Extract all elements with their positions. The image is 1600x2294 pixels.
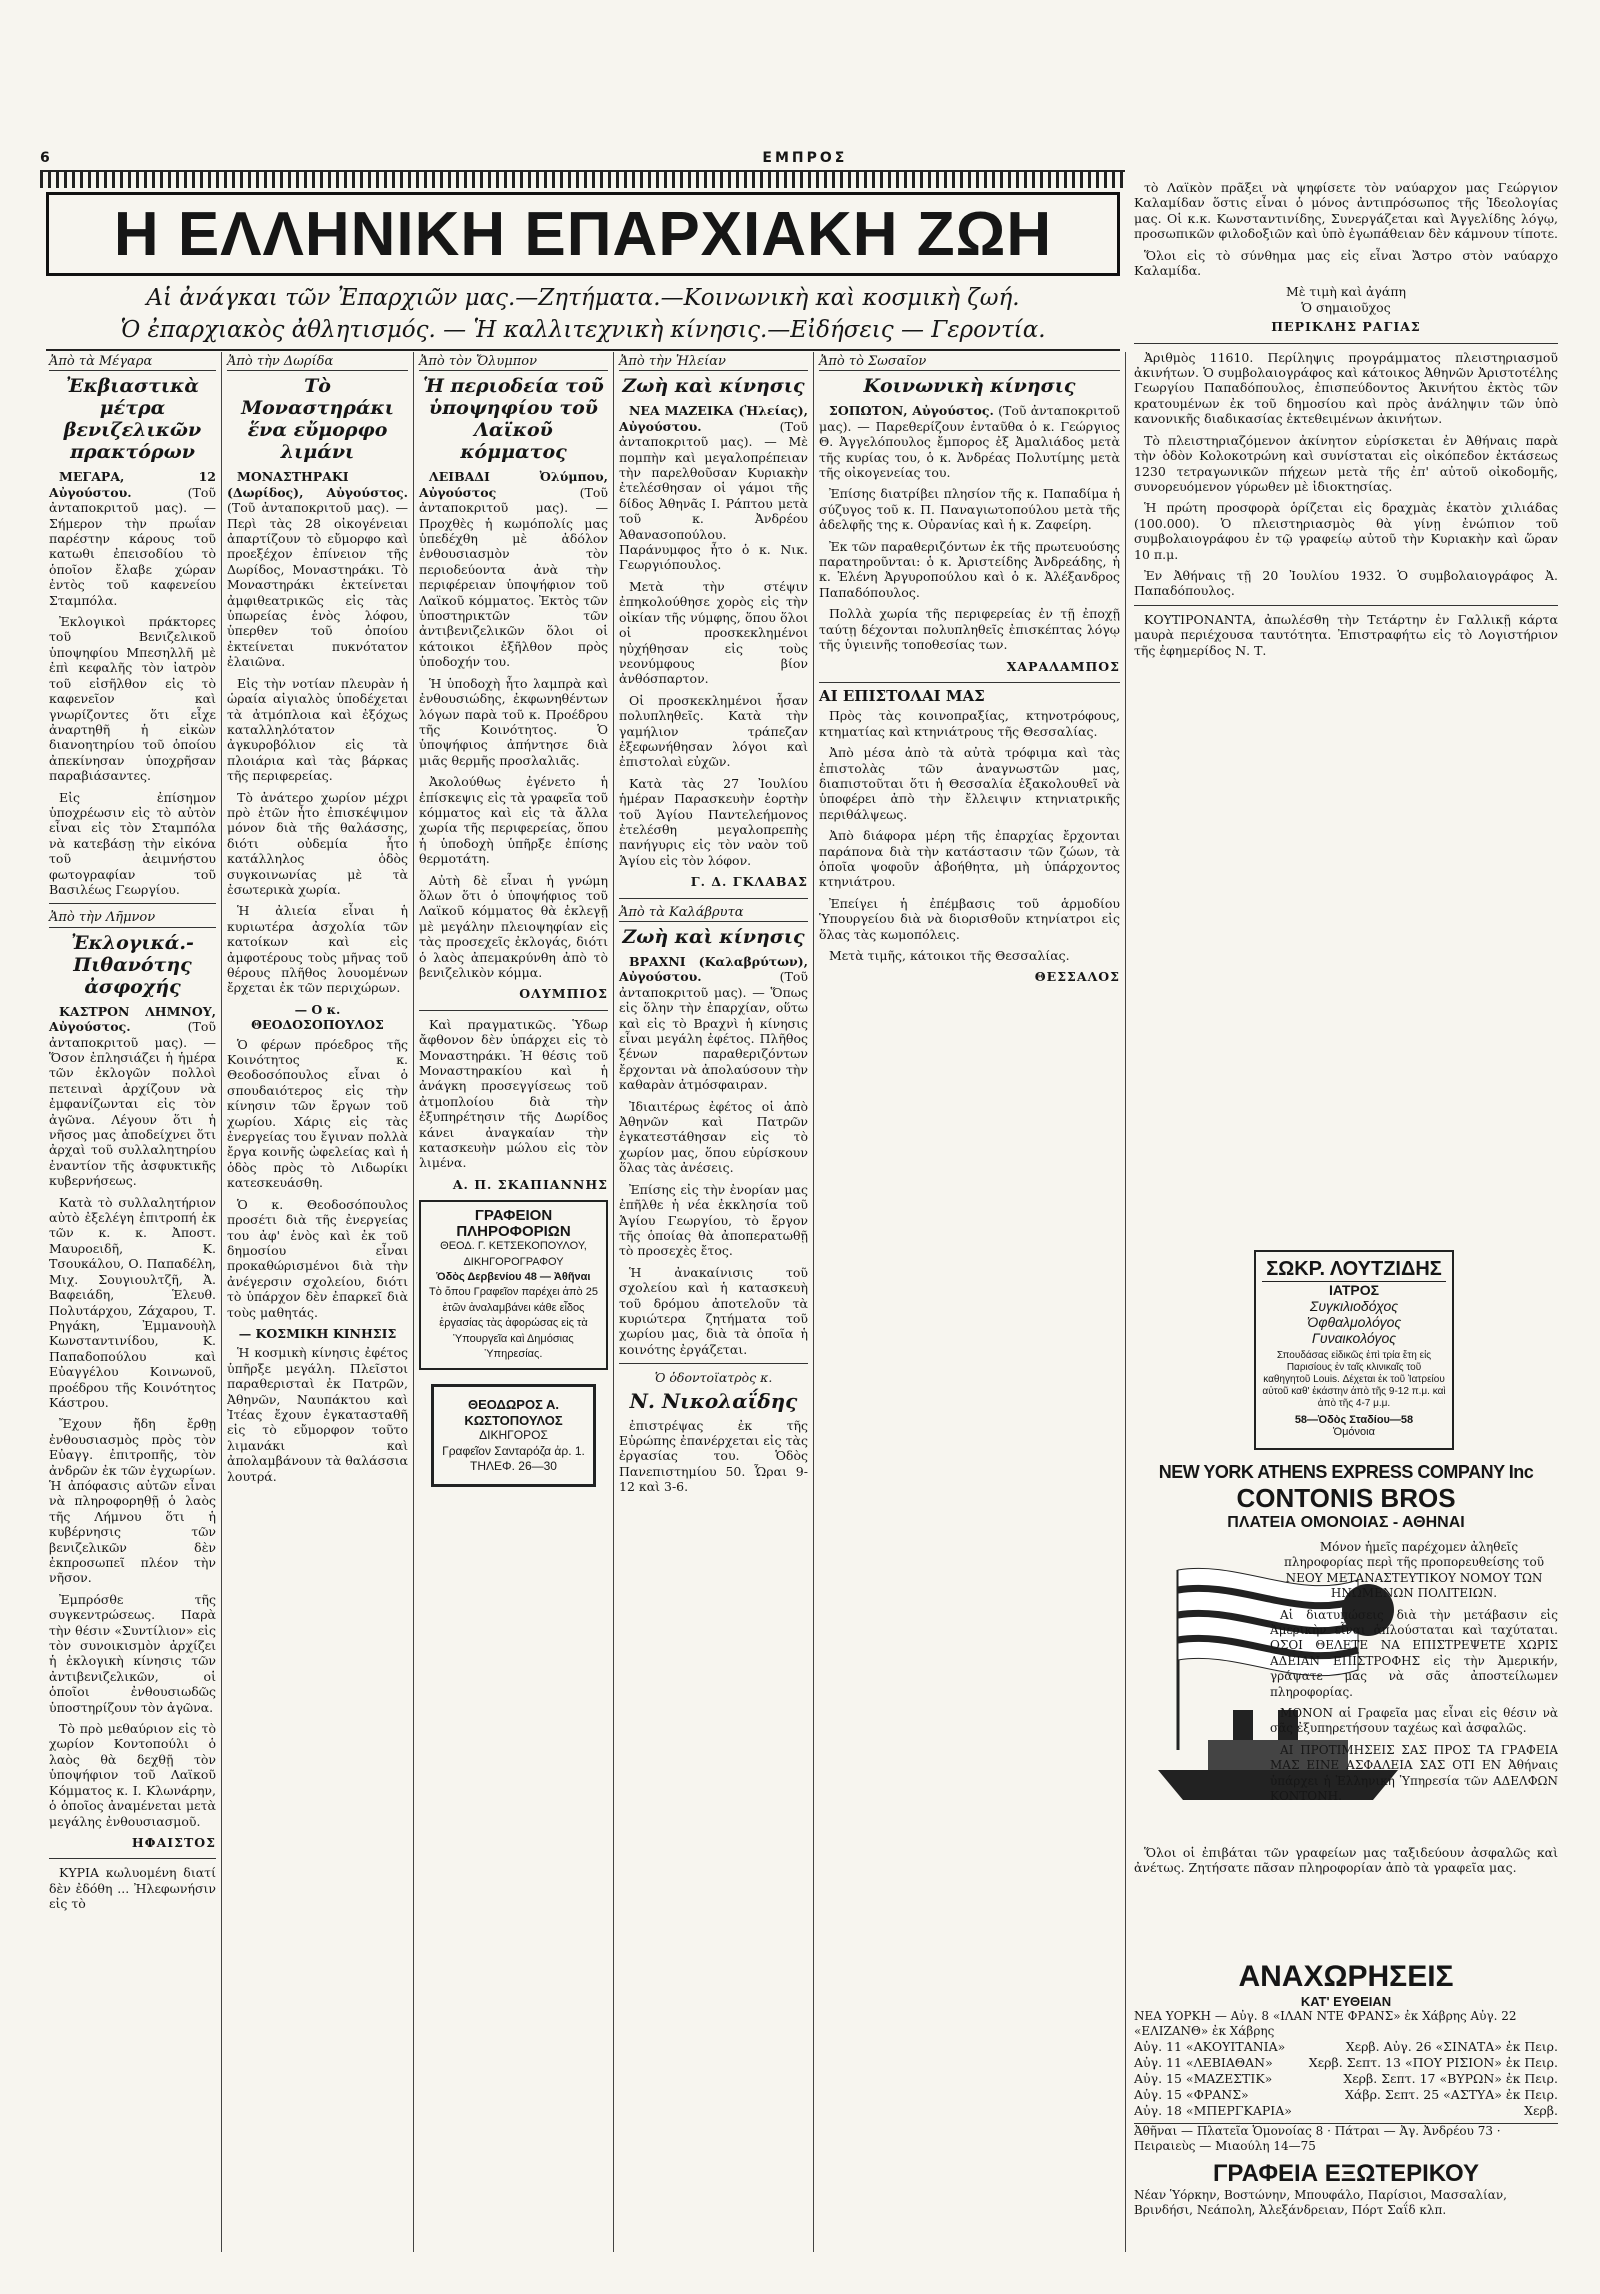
article-text: Ἐπίσης διατρίβει πλησίον τῆς κ. Παπαδίμα ἡ σύζυγος τοῦ κ. Π. Παναγιωτοπούλου μετὰ τῆς ἀδελφῆς της κ. Οὐρανίας καὶ ἡ κ. Ζαφείρη. (819, 486, 1120, 533)
article-text: Εἰς τὴν νοτίαν πλευρὰν ἡ ὡραία αἰγιαλὸς ὑποδέχεται τὰ ἀτμόπλοια καὶ ἐξόχως καταλληλότατον ἀγκυροβόλιον εἰς τὰ πλοιάρια καὶ τὰς βάρκας τῆς περιφερείας. (227, 675, 408, 784)
departure-date: Αὐγ. 18 «ΜΠΕΡΓΚΑΡΙΑ» (1134, 2103, 1292, 2118)
closing-line: Ὁ σημαιοῦχος (1301, 299, 1391, 315)
article-headline: Ἐκβιαστικὰ μέτρα βενιζελικῶν πρακτόρων (63, 375, 202, 464)
departure-date: Αὐγ. 11 «ΑΚΟΥΙΤΑΝΙΑ» (1134, 2039, 1286, 2054)
article-text: Ἀπὸ μέσα ἀπὸ τὰ αὐτὰ τρόφιμα καὶ τὰς ἐπιστολὰς τῶν ἀναγνωστῶν μας, διαπιστοῦται ὅτι ἡ Θεσσαλία ἐξακολουθεῖ νὰ ὑποφέρει ἀπὸ τὴν ἔλλειψιν κτηνιατρικῆς περιθάλψεως. (819, 745, 1120, 822)
page-number: 6 (40, 150, 50, 166)
masthead-title: Η ΕΛΛΗΝΙΚΗ ΕΠΑΡΧΙΑΚΗ ΖΩΗ (46, 192, 1120, 276)
column-3 (414, 352, 614, 2252)
article-headline: Ἐκλογικά.- Πιθανότης ἀσφοχής (71, 931, 194, 998)
article-text: (Τοῦ ἀνταποκριτοῦ μας). — Περὶ τὰς 28 οἰκογένειαι ἀπαρτίζουν τὸ εὔμορφο καὶ προεξέχον ἐπίνειον τῆς Δωρίδος, Μοναστηράκι. Τὸ Μοναστηράκι ἐκτείνεται ἀμφιθεατρικῶς εἰς τὰς ὑπωρείας ἑνὸς λόφου, ὑπερθεν τοῦ ὁποίου ἐκτείνεται πυκνότατον ἐλαιῶνα. (227, 500, 408, 670)
article-text: Ὁ κ. Θεοδοσόπουλος προσέτι διὰ τῆς ἐνεργείας του ἀφ' ἑνὸς καὶ ἐκ τοῦ δημοσίου εἶναι προκαθώρισμένοι διὰ τὴν ἀνέγερσιν σχολείου, διότι τὸ ὑπάρχον δὲν ἐπαρκεῖ διὰ τοὺς μαθητάς. (227, 1196, 408, 1320)
article-text: Κατὰ τὸ συλλαλητήριον αὐτὸ ἐξελέγη ἐπιτροπή ἐκ τῶν κ. κ. Ἀποστ. Μαυροειδῆ, Κ. Τσουκάλου, Ο. Παπαδέλη, Μιχ. Σουγιουλτζῆ, Ἀ. Βαφειάδη, Ἑλευθ. Πολυτάρχου, Ζάχαρου, Τ. Ρηγάκη, Ἐμμανουὴλ Κωνσταντινίδου, Κ. Παπαδοπούλου καὶ Εὐαγγέλου Κοινωνοῦ, προέδρου τῆς Κοινότητος Κάστρου. (49, 1194, 216, 1410)
departure-row (1134, 2055, 1558, 2071)
article-text: Ἀκολούθως ἐγένετο ἡ ἐπίσκεψις εἰς τὰ γραφεῖα τοῦ κόμματος καὶ εἰς τὰ ἄλλα χωρία τῆς περιφερείας, ὅπου ἡ ὑποδοχὴ ὑπῆρξε ἐπίσης θερμοτάτη. (419, 774, 608, 867)
article-text: (Τοῦ ἀνταποκριτοῦ μας). — Προχθὲς ἡ κωμόπολίς μας ὑπεδέχθη μὲ ἀδόλον ἐνθουσιασμὸν τὸν περιοδεύοντα ἀνὰ τὴν περιφέρειαν ὑποψήφιον τοῦ Λαϊκοῦ κόμματος. Ἐκτὸς τῶν ὑποστηρικτῶν τῶν ἀντιβενιζελικῶν ὅλοι οἱ κάτοικοι ἐξῆλθον πρὸς ὑποδοχήν του. (419, 484, 608, 670)
subsection-title: — ΚΟΣΜΙΚΗ ΚΙΝΗΣΙΣ (238, 1325, 397, 1341)
column-1 (44, 352, 222, 2252)
article-headline: Ζωὴ καὶ κίνησις (622, 926, 805, 948)
column-2 (222, 352, 414, 2252)
departures-title: ΑΝΑΧΩΡΗΣΕΙΣ (1238, 1960, 1454, 1993)
article-headline: Ζωὴ καὶ κίνησις (622, 375, 805, 398)
article-headline: Τὸ Μοναστηράκι ἕνα εὔμορφο λιμάνι (241, 375, 394, 464)
departures-block (1134, 1960, 1558, 2218)
ad-text: ΑΙ ΠΡΟΤΙΜΗΣΕΙΣ ΣΑΣ ΠΡΟΣ ΤΑ ΓΡΑΦΕΙΑ ΜΑΣ ΕΙΝΕ ΑΣΦΑΛΕΙΑ ΣΑΣ ΟΤΙ ΕΝ Ἀθήναις ὑπάρχει ἡ Ἑλληνικὴ Ὑπηρεσία τῶν ΑΔΕΛΦΩΝ ΚΟΝΤΟΝΗ. (1270, 1742, 1558, 1804)
article-text: (Τοῦ ἀνταποκριτοῦ μας). — Ὅπως εἰς ὅλην τὴν ἐπαρχίαν, οὕτω καὶ εἰς τὸ Βραχνὶ ἡ κίνησις εἶναι μεγάλη ἐφέτος. Πλῆθος ξένων παραθεριζόντων ἔρχονται νὰ ἀπολαύσουν τὴν καθαρὰν ἀτμόσφαιραν. (619, 969, 808, 1093)
author-signature: ΧΑΡΑΛΑΜΠΟΣ (1006, 658, 1120, 674)
ornamental-border (40, 170, 1125, 188)
dateline: ΛΕΙΒΑΔΙ Ὀλύμπου, Αὐγούστος (419, 469, 608, 500)
departures-subtitle: ΚΑΤ' ΕΥΘΕΙΑΝ (1300, 1994, 1392, 2009)
article-text: Τὸ πρὸ μεθαύριον εἰς τὸ χωρίον Κοντοπούλι ὁ λαὸς θὰ δεχθῇ τὸν ὑποψήφιον τοῦ Λαϊκοῦ Κόμματος κ. Ι. Κλωνάρην, ὁ ὁποῖος ἀναμένεται μετὰ μεγάλης ἐνθουσιασμοῦ. (49, 1721, 216, 1829)
article-text: Ἡ ἀνακαίνισις τοῦ σχολείου καὶ ἡ κατασκευὴ τοῦ δρόμου ἀποτελοῦν τὰ κυριώτερα ζητήματα τοῦ χωρίου μας, διὰ τὰ ὁποῖα ἡ κοινότης ἐργάζεται. (619, 1264, 808, 1357)
subsection-title: — Ο κ. ΘΕΟΔΟΣΟΠΟΥΛΟΣ (251, 1001, 384, 1033)
ad-name: Ν. Νικολαΐδης (629, 1388, 798, 1413)
departure-row (1134, 2087, 1558, 2103)
article-text: Ἐκλογικοὶ πράκτορες τοῦ Βενιζελικοῦ ὑποψηφίου Μπεσηλλῆ μὲ ἐπὶ κεφαλῆς τὸν ἰατρὸν τοῦ εἰσῆλθον εἰς τὸ καφενεῖον καὶ γνωρίζοντες ὅτι εἶχε ἀναρτηθῆ ἡ εἰκὼν διανοητηρίου τοῦ ὁποίου ἀπεκίνησαν ὑποχρῆσαν παραβιάσαντες. (49, 614, 216, 784)
article-text: τὸ Λαϊκὸν πρᾶξει νὰ ψηφίσετε τὸν ναύαρχον μας Γεώργιον Καλαμίδαν ὅστις εἶναι ὁ μόνος ἀντιπρόσωπος τῆς Ἰδεολογίας μας. Οἱ κ.κ. Κωνσταντινίδης, Συνεργάζεται καὶ Ἀγγελίδης λόγῳ, προσωπικῶν φιλοδοξιῶν καὶ ὑπὸ ἐγωπάθειαν δὲν κάμνουν τίποτε. (1134, 180, 1558, 242)
article-text: (Τοῦ ἀνταποκριτοῦ μας). — Παρεθερίζουν ἐνταῦθα ὁ κ. Γεώργιος Θ. Ἀγγελόπουλος ἔμπορος ἐξ Ἀμαλιάδος μετὰ τῆς κυρίας του, ὁ κ. Ἀνδρέας Πολυτίμης μετὰ τῆς οἰκογενείας του. (819, 403, 1120, 481)
ad-text: Ὅλοι οἱ ἐπιβάται τῶν γραφείων μας ταξιδεύουν ἀσφαλῶς καὶ ἀνέτως. Ζητήσατε πᾶσαν πληροφορίαν ἀπὸ τὰ γραφεῖα μας. (1134, 1845, 1558, 1876)
article-text: ΚΥΡΙΑ κωλυομένη διατί δὲν ἐδόθη ... Ἠλεφωνήσιν εἰς τὸ (49, 1865, 216, 1912)
ad-line: ΔΙΚΗΓΟΡΟΣ (479, 1428, 548, 1443)
departures-intro: ΝΕΑ ΥΟΡΚΗ — Αὐγ. 8 «ΙΛΑΝ ΝΤΕ ΦΡΑΝΣ» ἐκ Χάβρης Αὐγ. 22 «ΕΛΙΖΑΝΘ» ἐκ Χάβρης (1134, 2009, 1517, 2038)
departure-row (1134, 2103, 1558, 2119)
article-text: Ἀπὸ διάφορα μέρη τῆς ἐπαρχίας ἔρχονται παράπονα διὰ τὴν κατάστασιν τῶν ζώων, τὰ ὁποῖα ψοφοῦν ἀβοήθητα, μὴ ὑπάρχοντος κτηνιάτρου. (819, 828, 1120, 890)
departure-note: Χερβ. Αὐγ. 26 «ΣΙΝΑΤΑ» ἐκ Πειρ. (1345, 2039, 1558, 2054)
ad-line: ΤΗΛΕΦ. 26—30 (470, 1458, 557, 1473)
departure-note: Χάβρ. Σεπτ. 25 «ΑΣΤΥΑ» ἐκ Πειρ. (1345, 2087, 1558, 2102)
foreign-offices-title: ΓΡΑΦΕΙΑ ΕΞΩΤΕΡΙΚΟΥ (1213, 2160, 1479, 2187)
paper-name: ΕΜΠΡΟΣ (762, 150, 848, 166)
running-header (40, 150, 1560, 166)
dateline: ΣΟΠΩΤΟΝ, Αὐγούστος. (829, 403, 994, 419)
article-text: Τὸ ἀνάτερο χωρίον μέχρι πρὸ ἐτῶν ἦτο ἐπισκέψιμον μόνον διὰ τῆς θαλάσσης, διότι οὐδεμία ἦτο κατάλληλος ὁδὸς συγκοινωνίας μὲ τὰ ἐσωτερικὰ χωρία. (227, 789, 408, 897)
departure-date: Αὐγ. 15 «ΦΡΑΝΣ» (1134, 2087, 1249, 2102)
ad-text: ΜΟΝΟΝ αἱ Γραφεῖα μας εἶναι εἰς θέσιν νὰ σᾶς ἐξυπηρετήσουν ταχέως καὶ ἀσφαλῶς. (1270, 1706, 1558, 1736)
author-signature: ΘΕΣΣΑΛΟΣ (1034, 969, 1120, 985)
article-text: Ἡ ἀλιεία εἶναι ἡ κυριωτέρα ἀσχολία τῶν κατοίκων καὶ εἰς ἀμφοτέρους τοὺς μῆνας τοῦ θέρους πλῆθος λουομένων ἔρχεται ἐκ τῶν περιχώρων. (227, 903, 408, 996)
legal-notice-text: Ἀριθμὸς 11610. Περίληψις προγράμματος πλειστηριασμοῦ ἀκινήτων. Ὁ συμβολαιογράφος καὶ κάτοικος Ἀθηνῶν Ἀριστοτέλης Γεωργίου Παπαδόπουλος, ἐπισπεύδοντος Ἀκινήτου ἐκτὸς τῶν κρατουμένων ἐκ τοῦ δημοσίου καὶ πρὸς ἀνάληψιν τῶν ὑπὸ κανονικῆς διαδικασίας ἐκτεθειμένων ἀκινήτων. (1134, 349, 1558, 427)
departures-list (1134, 2039, 1558, 2119)
ad-text: ἐπιστρέψας ἐκ τῆς Εὐρώπης ἐπανέρχεται εἰς τὰς ἐργασίας του. Ὁδὸς Πανεπιστημίου 50. Ὧραι 9-12 καὶ 3-6. (619, 1417, 808, 1495)
ad-text: Αἱ διατυπώσεις διὰ τὴν μετάβασιν εἰς Ἀμερικὴν εἶναι ἁπλούσταται καὶ ταχύταται. ΟΣΟΙ ΘΕΛΕΤΕ ΝΑ ΕΠΙΣΤΡΕΨΕΤΕ ΧΩΡΙΣ ΑΔΕΙΑΝ ΕΠΙΣΤΡΟΦΗΣ εἰς τὴν Ἀμερικήν, γράψατε μας νὰ σᾶς ἀποστείλωμεν πληροφορίας. (1270, 1607, 1558, 1699)
author-signature: ΠΕΡΙΚΛΗΣ ΡΑΓΙΑΣ (1271, 319, 1421, 335)
ad-line: Γραφεῖον Σανταρόζα ἀρ. 1. (442, 1443, 585, 1458)
article-text: Καὶ πραγματικῶς. Ὑδωρ ἄφθονον δὲν ὑπάρχει εἰς τὸ Μοναστηράκι. Ἡ θέσις τοῦ Μοναστηρακίου καὶ ἡ ἀνάγκη προσεγγίσεως τοῦ ἀτμοπλοίου διὰ τὴν ἐξυπηρέτησιν τῆς Δωρίδος κάνει ἀναγκαίαν τὴν κατασκευὴν μώλου εἰς τὸν λιμένα. (419, 1016, 608, 1171)
article-text: Ἐμπρόσθε τῆς συγκεντρώσεως. Παρὰ τὴν θέσιν «Συντίλιον» εἰς τὸν συνοικισμὸν ἀρχίζει ἡ ἐκλογικὴ κίνησις τῶν ἀντιβενιζελικῶν, οἱ ὁποῖοι ἐνθουσιωδῶς ὑποστηρίζουν τὸν ἀγῶνα. (49, 1591, 216, 1715)
dateline: ΜΟΝΑΣΤΗΡΑΚΙ (Δωρίδος), Αὐγούστος. (227, 469, 408, 500)
article-text: Ἡ ὑποδοχὴ ἦτο λαμπρὰ καὶ ἐνθουσιώδης, ἐκφωνηθέντων λόγων παρὰ τοῦ κ. Προέδρου τῆς Κοινότητος. Ὁ ὑποψήφιος ἀπήντησε διὰ μιᾶς θερμῆς προσλαλιᾶς. (419, 675, 608, 768)
legal-notice-text: Τὸ πλειστηριαζόμενον ἀκίνητον εὑρίσκεται ἐν Ἀθήναις παρὰ τὴν ὁδὸν Κολοκοτρώνη καὶ συνίσταται εἰς οἰκόπεδον ἐκτάσεως 1230 τετραγωνικῶν πήχεων μετὰ τῆς ἐπ' αὐτοῦ οἰκοδομῆς, συνορευόμενον γύρωθεν μὲ ἰδιοκτησίας. (1134, 432, 1558, 494)
article-text: (Τοῦ ἀνταποκριτοῦ μας). — Μὲ πομπὴν καὶ μεγαλοπρέπειαν τὴν παρελθοῦσαν Κυριακὴν ἐτελέσθησαν οἱ γάμοι τῆς δίδος Ἀθηνᾶς Ι. Ράπτου μετὰ τοῦ κ. Ἀνδρέου Ἀθανασοπούλου. Παράνυμφος ἦτο ὁ κ. Νικ. Γεωργιόπουλος. (619, 418, 808, 573)
ad-subtitle: CONTONIS BROS (1236, 1483, 1456, 1513)
dateline: ΒΡΑΧΝΙ (Καλαβρύτων), Αὐγούστου. (619, 954, 808, 985)
column-5 (814, 352, 1126, 2252)
ad-address: 58—Ὁδὸς Σταδίου—58 (1294, 1414, 1414, 1426)
article-text: Μετὰ τὴν στέψιν ἐπηκολούθησε χορὸς εἰς τὴν οἰκίαν τῆς νύμφης, ὅπου ὅλοι οἱ προσκεκλημένοι ηὐχήθησαν εἰς τοὺς νεονύμφους βίον ἀνθόσπαρτον. (619, 578, 808, 687)
ad-express-text-2 (1134, 1845, 1558, 1955)
ad-city: Ὁμόνοια (1333, 1426, 1375, 1438)
column-6 (1134, 180, 1558, 1240)
ad-line: Τὸ ὅπου Γραφεῖον παρέχει ἀπὸ 25 ἐτῶν ἀναλαμβάνει κάθε εἶδος ἐργασίας τὰς ἀφορώσας εἰς τὰ Ὑπουργεῖα καὶ Δημόσιας Ὑπηρεσίας. (429, 1286, 598, 1360)
article-headline: Ἡ περιοδεία τοῦ ὑποψηφίου τοῦ Λαϊκοῦ κόμματος (423, 375, 604, 464)
article-text: Εἰς ἐπίσημον ὑποχρέωσιν εἰς τὸ αὐτὸν εἶναι εἰς τὸν Σταμπόλα νὰ κατεβάσῃ τὴν εἰκόνα τοῦ ἀειμνήστου φωτογραφίαν τοῦ Βασιλέως Γεωργίου. (49, 789, 216, 897)
article-text: Ἐπείγει ἡ ἐπέμβασις τοῦ ἁρμοδίου Ὑπουργείου διὰ νὰ διορισθοῦν κτηνίατροι εἰς ὅλας τὰς κωμοπόλεις. (819, 895, 1120, 942)
article-text: Κατὰ τὰς 27 Ἰουλίου ἡμέραν Παρασκευὴν ἑορτὴν τοῦ Ἁγίου Παντελεήμονος ἐτελέσθη μεγαλοπρεπὴς πανήγυρις εἰς τὸν ναὸν τοῦ Ἁγίου εἰς τὸν λόφον. (619, 775, 808, 868)
section-headline: ΑΙ ΕΠΙΣΤΟΛΑΙ ΜΑΣ (819, 686, 985, 705)
article-text: Ὅλοι εἰς τὸ σύνθημα μας εἰς εἶναι Ἄστρο στὸν ναύαρχο Καλαμίδα. (1134, 247, 1558, 279)
article-text: Αὐτὴ δὲ εἶναι ἡ γνώμη ὅλων ὅτι ὁ ὑποψήφιος τοῦ Λαϊκοῦ κόμματος θὰ ἐκλεγῇ μὲ μεγάλην πλειοψηφίαν εἰς τὰς προσεχεῖς ἐκλογάς, διότι ὁ λαὸς ἀπεμακρύνθη ἀπὸ τὸ βενιζελικὸν κόμμα. (419, 872, 608, 980)
article-text: Πρὸς τὰς κοινοπραξίας, κτηνοτρόφους, κτηματίας καὶ κτηνιάτρους τῆς Θεσσαλίας. (819, 708, 1120, 739)
ad-title: ΣΩΚΡ. ΛΟΥΤΖΙΔΗΣ (1262, 1258, 1446, 1282)
ad-express-text (1270, 1540, 1558, 1840)
author-signature: ΟΛΥΜΠΙΟΣ (519, 986, 608, 1002)
article-text: Μετὰ τιμῆς, κάτοικοι τῆς Θεσσαλίας. (829, 948, 1070, 963)
ad-lawyer (431, 1384, 596, 1487)
departure-row (1134, 2039, 1558, 2055)
ad-line: ΘΕΟΔ. Γ. ΚΕΤΣΕΚΟΠΟΥΛΟΥ, ΔΙΚΗΓΟΡΟΓΡΑΦΟΥ (440, 1240, 587, 1268)
ad-doctor (1254, 1250, 1454, 1450)
dateline: ΜΕΓΑΡΑ, 12 Αὐγούστου. (49, 469, 216, 500)
departure-date: Αὐγ. 11 «ΛΕΒΙΑΘΑΝ» (1134, 2055, 1273, 2070)
article-text: Ἐκ τῶν παραθεριζόντων ἐκ τῆς πρωτευούσης παρατηροῦνται: ὁ κ. Ἀριστείδης Ἀνδρεάδης, ἡ κ. Ἑλένη Ἀργυροπούλου καὶ ὁ κ. Ἀλέξανδρος Παπαδόπουλος. (819, 538, 1120, 600)
dateline: ΚΑΣΤΡΟΝ ΛΗΜΝΟΥ, Αὐγούστος. (49, 1003, 216, 1035)
ad-spec: Συγκιλιοδόχος (1309, 1298, 1399, 1314)
section-tag: Ἀπὸ τὰ Μέγαρα (49, 354, 216, 371)
article-text: Ἰδιαιτέρως ἐφέτος οἱ ἀπὸ Ἀθηνῶν καὶ Πατρῶν ἐγκατεστάθησαν εἰς τὸ χωρίον μας, ὅπου εὑρίσκουν ὅλας τὰς ἀνέσεις. (619, 1098, 808, 1176)
ad-title: ΘΕΟΔΩΡΟΣ Α. ΚΩΣΤΟΠΟΥΛΟΣ (464, 1397, 563, 1428)
ad-place: ΠΛΑΤΕΙΑ ΟΜΟΝΟΙΑΣ - ΑΘΗΝΑΙ (1227, 1514, 1465, 1531)
ad-express-company (1134, 1462, 1558, 1532)
author-signature: Γ. Δ. ΓΚΛΑΒΑΣ (690, 874, 808, 890)
article-headline: Κοινωνικὴ κίνησις (863, 375, 1076, 398)
article-text: Οἱ προσκεκλημένοι ἦσαν πολυπληθεῖς. Κατὰ τὴν γαμήλιον τράπεζαν ἐξεφωνήθησαν λόγοι καὶ ἐπιστολαὶ εὐχῶν. (619, 692, 808, 770)
section-tag: Ἀπὸ τὴν Δωρίδα (227, 354, 408, 371)
article-text: (Τοῦ ἀνταποκριτοῦ μας). — Ὅσον ἐπλησιάζει ἡ ἡμέρα τῶν ἐκλογῶν πολλοὶ πετειναὶ ἀρχίζουν νὰ ἐμφανίζωνται εἰς τὸν ἀγῶνα. Λέγουν ὅτι ἡ νῆσος μας ἀποδείχνει ὅτι ἀρχαὶ τοῦ συλλαλητηρίου ἐναντίον τῆς ἀσφυκτικῆς κυβερνήσεως. (49, 1019, 216, 1189)
article-text: Ὁ φέρων πρόεδρος τῆς Κοινότητος κ. Θεοδοσόπουλος εἶναι ὁ σπουδαιότερος εἰς τὴν κίνησιν τῶν ἔργων τοῦ χωρίου. Χάρις εἰς τὰς ἐνεργείας του ἔγιναν πολλὰ ἔργα κοινῆς ὠφελείας καὶ ἡ ὁδὸς πρὸς τὸ Λιδωρίκι κατεσκευάσθη. (227, 1036, 408, 1191)
column-4 (614, 352, 814, 2252)
ad-spec: Ὀφθαλμολόγος (1306, 1314, 1402, 1330)
departure-note: Χερβ. Σεπτ. 17 «ΒΥΡΩΝ» ἐκ Πειρ. (1343, 2071, 1558, 2086)
departure-row (1134, 2071, 1558, 2087)
ad-role: ΙΑΤΡΟΣ (1328, 1282, 1380, 1298)
article-text: Ἔχουν ἤδη ἔρθῃ ἐνθουσιασμὸς πρὸς τὸν Εὐαγγ. ἐπιτροπῆς, τὸν ἀνδρῶν ἐκ τῶν ἐγχωρίων. Ἡ ἀπόφασις αὐτῶν εἶναι νὰ πληροφορηθῇ ὁ λαὸς τῆς Λήμνου ὅτι ἡ κυβέρνησις τῶν βενιζελικῶν δὲν ἐκπροσωπεῖ πλέον τὴν νῆσον. (49, 1416, 216, 1586)
departure-date: Αὐγ. 15 «ΜΑΖΕΣΤΙΚ» (1134, 2071, 1273, 2086)
ad-text: Μόνον ἡμεῖς παρέχομεν ἀληθεῖς πληροφορίας περὶ τῆς προπορευθείσης τοῦ ΝΕΟΥ ΜΕΤΑΝΑΣΤΕΥΤΙΚΟΥ ΝΟΜΟΥ ΤΩΝ ΗΝΩΜΕΝΩΝ ΠΟΛΙΤΕΙΩΝ. (1283, 1540, 1545, 1601)
article-text: Ἐπίσης εἰς τὴν ἐνορίαν μας ἐπῆλθε ἡ νέα ἐκκλησία τοῦ Ἁγίου Γεωργίου, τὸ ἔργον τῆς ὁποίας θὰ ἀποπερατωθῇ τὸ προσεχὲς ἔτος. (619, 1181, 808, 1259)
section-tag: Ἀπὸ τὸ Σωσαῖον (819, 354, 1120, 371)
closing-line: Μὲ τιμὴ καὶ ἀγάπη (1285, 284, 1407, 300)
ad-title: NEW YORK ATHENS EXPRESS COMPANY Inc (1158, 1462, 1534, 1482)
branches-line: Ἀθῆναι — Πλατεῖα Ὁμονοίας 8 · Πάτραι — Ἀγ. Ἀνδρέου 73 · Πειραιεὺς — Μιαούλη 14—75 (1134, 2123, 1558, 2154)
ad-text: Σπουδάσας εἰδικῶς ἐπὶ τρία ἔτη εἰς Παρισίους ἐν ταῖς κλινικαῖς τοῦ καθηγητοῦ Louis. Δέχεται ἐκ τοῦ Ἰατρείου αὐτοῦ καθ' ἑκάστην ἀπὸ τῆς 9-12 π.μ. καὶ ἀπὸ τῆς 4-7 μ.μ. (1262, 1350, 1446, 1409)
legal-notice-text: Ἐν Ἀθήναις τῇ 20 Ἰουλίου 1932. Ὁ συμβολαιογράφος Ἀ. Παπαδόπουλος. (1134, 567, 1558, 599)
article-text: (Τοῦ ἀνταποκριτοῦ μας). — Σήμερον τὴν πρωΐαν παρέστην κάρους τοῦ κατωθι ἐπεισοδίου τὸ ὁποῖον ἔλαβε χώραν ἐντὸς τοῦ καφενείου Σταμπόλα. (49, 484, 216, 608)
article-text: Πολλὰ χωρία τῆς περιφερείας ἐν τῇ ἐποχῇ ταύτῃ δέχονται πολυπληθεῖς ἐπισκέπτας λόγῳ τῆς ὑγιεινῆς τοποθεσίας των. (819, 606, 1120, 653)
section-tag: Ἀπὸ τὴν Ἠλείαν (619, 354, 808, 371)
author-signature: Α. Π. ΣΚΑΠΙΑΝΝΗΣ (452, 1176, 608, 1192)
section-tag: Ἀπὸ τὴν Λῆμνον (49, 910, 216, 927)
notice-text: ΚΟΥΤΙΡΟΝΑΝΤΑ, ἀπωλέσθη τὴν Τετάρτην ἐν Γαλλικῇ κάρτα μαυρὰ περιέχουσα ταυτότητα. Ἐπιστραφήτω εἰς τὸ Λογιστήριον τῆς ἐφημερίδος Ν. Τ. (1134, 611, 1558, 658)
legal-notice-text: Ἡ πρώτη προσφορὰ ὁρίζεται εἰς δραχμὰς ἑκατὸν χιλιάδας (100.000). Ὁ πλειστηριασμὸς θὰ γίνῃ ἐνώπιον τοῦ συμβολαιογράφου ἐν τῷ γραφείῳ αὐτοῦ τὴν Κυριακὴν καὶ ὥραν 10 π.μ. (1134, 500, 1558, 562)
departure-note: Χερβ. (1524, 2103, 1558, 2118)
masthead-subtitle-1: Αἱ ἀνάγκαι τῶν Ἐπαρχιῶν μας.—Ζητήματα.—Κοινωνικὴ καὶ κοσμικὴ ζωή. (146, 285, 1020, 311)
ad-intro: Ὁ ὁδοντοϊατρὸς κ. (654, 1370, 773, 1386)
ad-line: Ὁδὸς Δερβενίου 48 — Ἀθῆναι (436, 1270, 591, 1283)
masthead-subtitle-2: Ὁ ἐπαρχιακὸς ἀθλητισμός. — Ἡ καλλιτεχνικὴ κίνησις.—Εἰδήσεις — Γεροντία. (46, 317, 1120, 351)
ad-spec: Γυναικολόγος (1311, 1330, 1397, 1346)
section-tag: Ἀπὸ τὰ Καλάβρυτα (619, 905, 808, 922)
departure-note: Χερβ. Σεπτ. 13 «ΠΟΥ ΡΙΣΙΟΝ» ἐκ Πειρ. (1308, 2055, 1558, 2070)
ad-info-office (419, 1200, 608, 1370)
author-signature: ΗΦΑΙΣΤΟΣ (131, 1834, 216, 1850)
dateline: ΝΕΑ ΜΑΖΕΙΚΑ (Ἠλείας), Αὐγούστου. (619, 403, 808, 434)
ad-title: ΓΡΑΦΕΙΟΝ ΠΛΗΡΟΦΟΡΙΩΝ (456, 1207, 571, 1240)
section-tag: Ἀπὸ τὸν Ὄλυμπον (419, 354, 608, 371)
foreign-offices-line: Νέαν Ὑόρκην, Βοστώνην, Μπουφάλο, Παρίσιοι, Μασσαλίαν, Βρινδήσι, Νεάπολη, Ἀλεξάνδρειαν, Πόρτ Σαΐδ κλπ. (1134, 2188, 1507, 2217)
article-text: Ἡ κοσμικὴ κίνησις ἐφέτος ὑπῆρξε μεγάλη. Πλεῖστοι παραθερισταὶ ἐκ Πατρῶν, Ἀθηνῶν, Ναυπάκτου καὶ Ἰτέας ἔχουν ἐγκατασταθῆ εἰς τὸ εὔμορφον τοῦτο λιμανάκι καὶ ἀπολαμβάνουν τὰ θαλάσσια λουτρά. (227, 1345, 408, 1484)
